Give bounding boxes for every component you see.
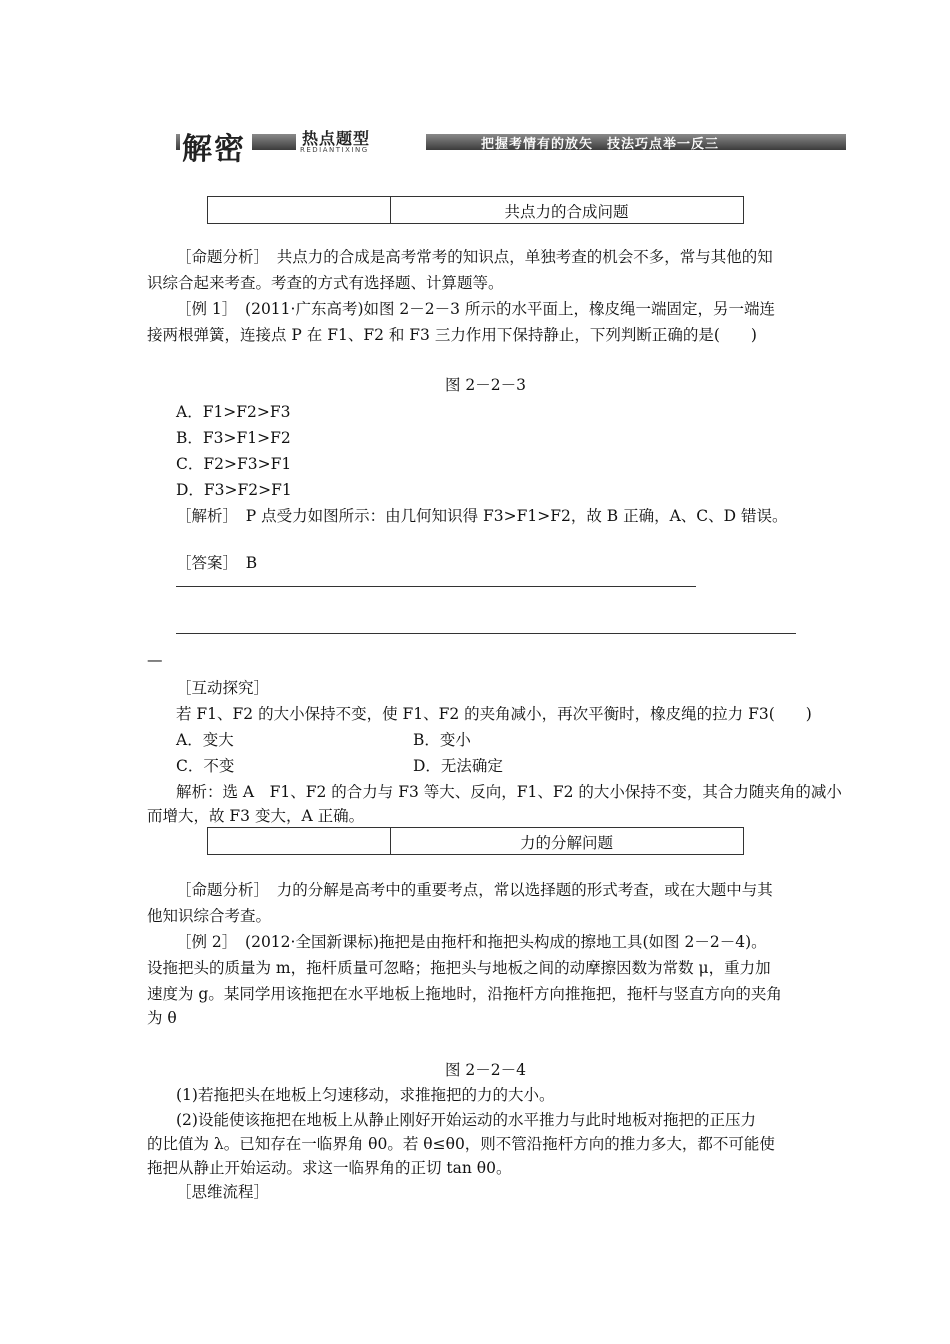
analysis-line: 他知识综合考查。 [147, 907, 272, 925]
example-line: 接两根弹簧，连接点 P 在 F1、F2 和 F3 三力作用下保持静止，下列判断正确的是( ) [147, 326, 757, 344]
example-line: ［例 1］ (2011·广东高考)如图 2－2－3 所示的水平面上，橡皮绳一端固定，另一端连 [176, 300, 775, 318]
answer-blank-line: — [147, 651, 163, 669]
option-a: A．变大 [176, 731, 234, 749]
explore-title: ［互动探究］ [176, 679, 270, 697]
explore-question: 若 F1、F2 的大小保持不变，使 F1、F2 的夹角减小，再次平衡时，橡皮绳的拉力 F3( ) [176, 705, 812, 723]
analysis-line: ［命题分析］ 共点力的合成是高考常考的知识点，单独考查的机会不多，常与其他的知 [176, 248, 773, 266]
question-line: (1)若拖把头在地板上匀速移动，求推拖把的力的大小。 [176, 1086, 555, 1104]
option-b: B．F3>F1>F2 [176, 429, 291, 447]
option-a: A．F1>F2>F3 [176, 403, 291, 421]
answer-blank-line [176, 633, 796, 634]
figure-caption: 图 2－2－4 [445, 1061, 527, 1079]
question-line: 拖把从静止开始运动。求这一临界角的正切 tan θ0。 [147, 1159, 512, 1177]
analysis-line: 识综合起来考查。考查的方式有选择题、计算题等。 [147, 274, 504, 292]
option-b: B．变小 [413, 731, 471, 749]
section-banner [176, 128, 846, 167]
example-line: 设拖把头的质量为 m，拖杆质量可忽略；拖把头与地板之间的动摩擦因数为常数 μ，重力加 [147, 959, 771, 977]
explore-solution-line: 而增大，故 F3 变大，A 正确。 [147, 807, 365, 825]
section-heading-box [207, 196, 744, 224]
section-heading: 力的分解问题 [519, 834, 613, 852]
answer-line: ［答案］ B [176, 554, 258, 572]
banner-subtitle: 热点题型 [302, 129, 371, 148]
flow-title: ［思维流程］ [176, 1183, 270, 1201]
figure-caption: 图 2－2－3 [445, 376, 527, 394]
option-d: D．无法确定 [413, 757, 503, 775]
answer-blank-line [176, 586, 696, 587]
banner-title: 解密 [180, 124, 252, 168]
example-line: 速度为 g。某同学用该拖把在水平地板上拖地时，沿拖杆方向推拖把，拖杆与竖直方向的夹角 [147, 985, 782, 1003]
explore-solution-line: 解析：选 A F1、F2 的合力与 F3 等大、反向，F1、F2 的大小保持不变，其合力随夹角的减小 [176, 783, 842, 801]
banner-pinyin: REDIANTIXING [300, 146, 369, 154]
section-heading: 共点力的合成问题 [504, 203, 629, 221]
option-c: C．不变 [176, 757, 235, 775]
example-line: ［例 2］ (2012·全国新课标)拖把是由拖杆和拖把头构成的擦地工具(如图 2－2－4)。 [176, 933, 767, 951]
question-line: 的比值为 λ。已知存在一临界角 θ0。若 θ≤θ0，则不管沿拖杆方向的推力多大，都不可能使 [147, 1135, 775, 1153]
section-heading-box [207, 827, 744, 855]
solution-line: ［解析］ P 点受力如图所示：由几何知识得 F3>F1>F2，故 B 正确，A、C、D 错误。 [176, 507, 788, 525]
banner-subtitle-block [296, 128, 426, 154]
banner-slogan: 把握考情有的放矢 技法巧点举一反三 [481, 137, 720, 152]
analysis-line: ［命题分析］ 力的分解是高考中的重要考点，常以选择题的形式考查，或在大题中与其 [176, 881, 773, 899]
question-line: (2)设能使该拖把在地板上从静止刚好开始运动的水平推力与此时地板对拖把的正压力 [176, 1111, 756, 1129]
option-c: C．F2>F3>F1 [176, 455, 292, 473]
option-d: D．F3>F2>F1 [176, 481, 292, 499]
example-line: 为 θ [147, 1009, 177, 1027]
